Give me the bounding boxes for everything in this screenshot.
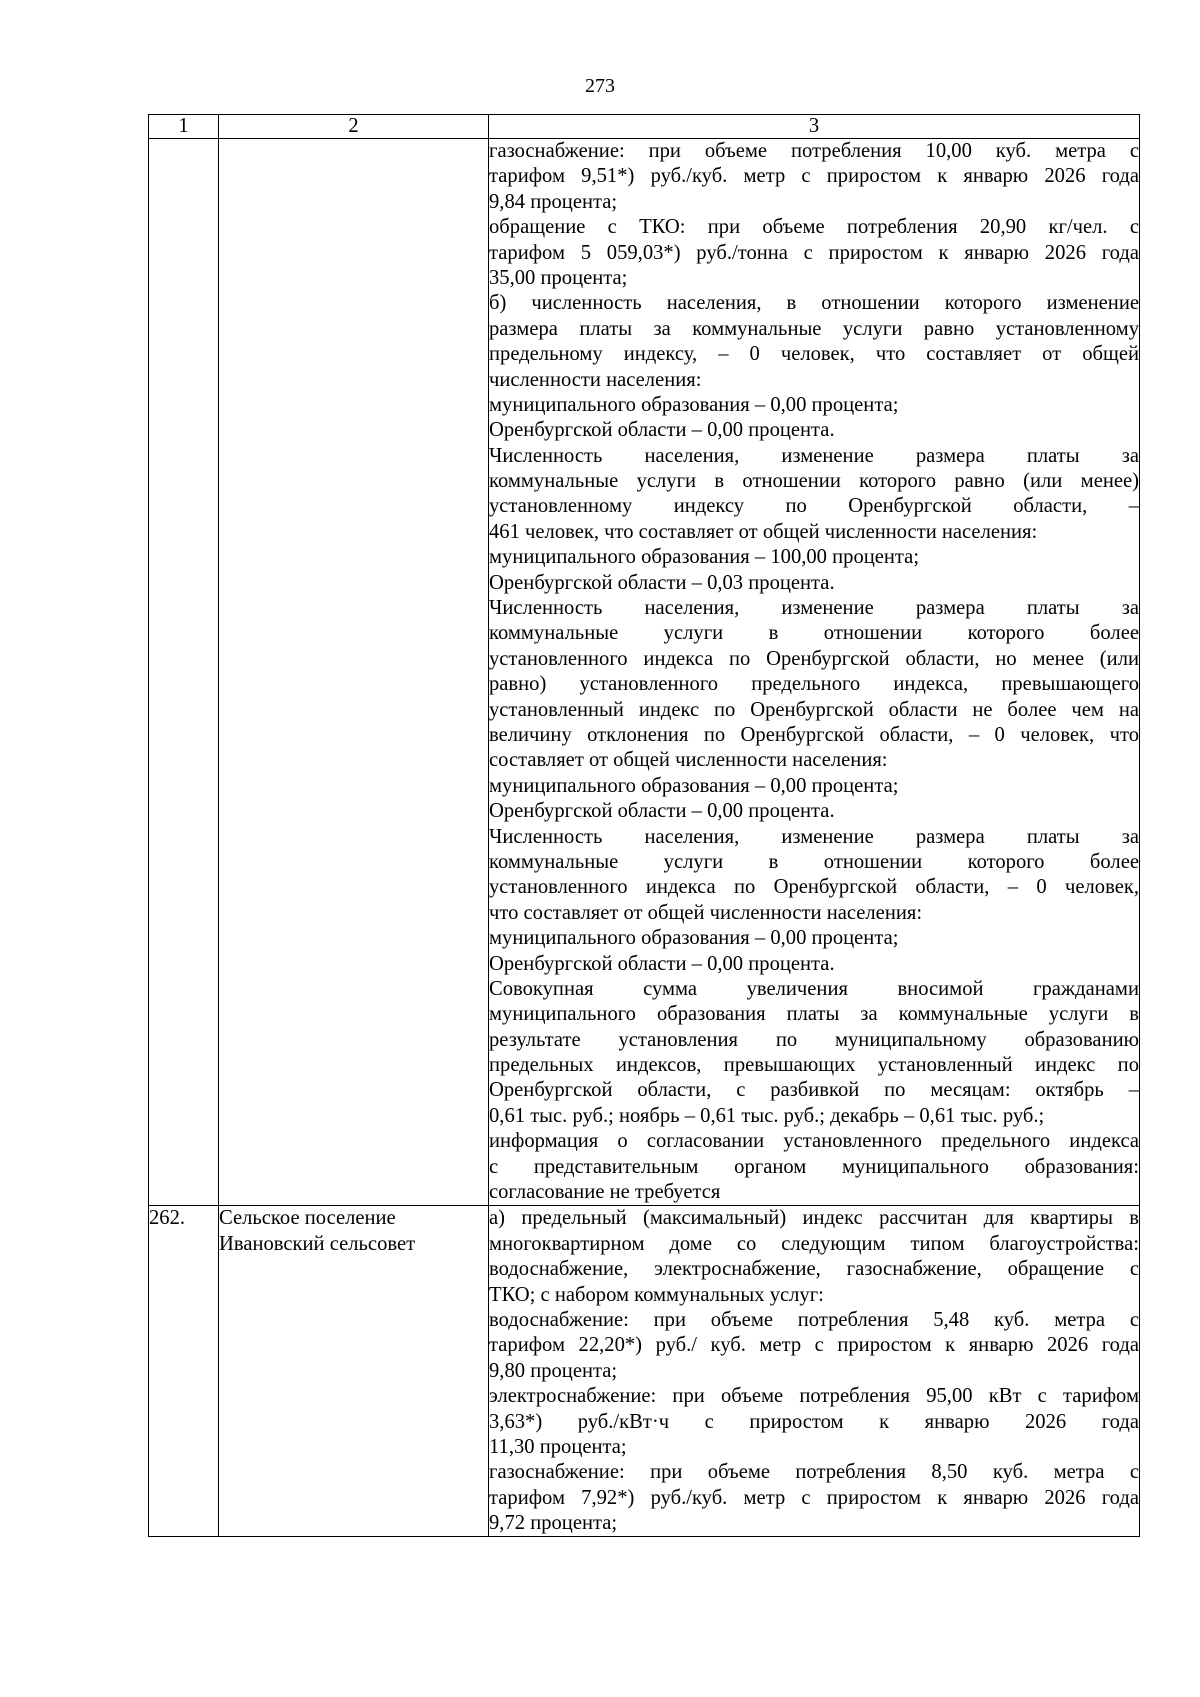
paragraph-line: Численность населения, изменение размера платы за — [489, 825, 1139, 848]
municipality-name-line: Сельское поселение — [219, 1207, 396, 1230]
description-paragraph — [489, 977, 1139, 1129]
paragraph-line: информация о согласовании установленного предельного индекса — [489, 1130, 1139, 1153]
paragraph-line: результате установления по муниципальному образованию — [489, 1028, 1139, 1051]
paragraph-line: коммунальные услуги в отношении которого более — [489, 622, 1139, 645]
paragraph-line: муниципального образования – 0,00 процента; — [489, 927, 899, 950]
paragraph-line: Совокупная сумма увеличения вносимой гражданами — [489, 977, 1139, 1000]
table-row — [149, 139, 1140, 1206]
paragraph-line: водоснабжение, электроснабжение, газоснабжение, обращение с — [489, 1258, 1139, 1281]
paragraph-line: тарифом 22,20*) руб./ куб. метр с приростом к январю 2026 года — [489, 1334, 1139, 1357]
paragraph-line: ТКО; с набором коммунальных услуг: — [489, 1283, 824, 1306]
description-paragraph — [489, 418, 1139, 443]
paragraph-line: муниципального образования – 0,00 процента; — [489, 774, 899, 797]
column-header-2: 2 — [219, 115, 489, 139]
paragraph-line: Оренбургской области – 0,00 процента. — [489, 952, 835, 975]
paragraph-line: тарифом 9,51*) руб./куб. метр с приростом к январю 2026 года — [489, 165, 1139, 188]
paragraph-line: размера платы за коммунальные услуги равно установленному — [489, 317, 1139, 340]
index-description — [489, 139, 1140, 1206]
table-header — [149, 115, 1140, 139]
paragraph-line: равно) установленного предельного индекса, превышающего — [489, 673, 1139, 696]
paragraph-line: коммунальные услуги в отношении которого более — [489, 850, 1139, 873]
paragraph-line: тарифом 7,92*) руб./куб. метр с приростом к январю 2026 года — [489, 1486, 1139, 1509]
paragraph-line: Численность населения, изменение размера платы за — [489, 444, 1139, 467]
paragraph-line: что составляет от общей численности населения: — [489, 901, 923, 924]
description-paragraph — [489, 1384, 1139, 1460]
municipality-name — [219, 1206, 489, 1537]
description-paragraph — [489, 571, 1139, 596]
description-paragraph — [489, 596, 1139, 774]
description-paragraph — [489, 393, 1139, 418]
paragraph-line: б) численность населения, в отношении которого изменение — [489, 292, 1139, 315]
table-body — [149, 139, 1140, 1537]
page-number: 273 — [585, 75, 615, 97]
municipality-name — [219, 139, 489, 1206]
description-paragraph — [489, 952, 1139, 977]
column-header-3: 3 — [489, 115, 1140, 139]
description-paragraph — [489, 799, 1139, 824]
paragraph-line: величину отклонения по Оренбургской области, – 0 человек, что — [489, 723, 1139, 746]
paragraph-line: муниципального образования – 0,00 процента; — [489, 393, 899, 416]
paragraph-line: муниципального образования – 100,00 процента; — [489, 546, 920, 569]
description-paragraph — [489, 215, 1139, 291]
paragraph-line: Оренбургской области – 0,00 процента. — [489, 800, 835, 823]
paragraph-line: 3,63*) руб./кВт·ч с приростом к январю 2026 года — [489, 1410, 1139, 1433]
paragraph-line: 461 человек, что составляет от общей численности населения: — [489, 520, 1038, 543]
description-paragraph — [489, 774, 1139, 799]
description-paragraph — [489, 825, 1139, 927]
municipality-name-line: Ивановский сельсовет — [219, 1232, 416, 1255]
description-paragraph — [489, 444, 1139, 546]
paragraph-line: 9,80 процента; — [489, 1359, 618, 1382]
description-paragraph — [489, 291, 1139, 393]
paragraph-line: установленного индекса по Оренбургской области, – 0 человек, — [489, 876, 1139, 899]
paragraph-line: согласование не требуется — [489, 1181, 721, 1204]
paragraph-line: 11,30 процента; — [489, 1435, 627, 1458]
paragraph-line: предельных индексов, превышающих установленный индекс по — [489, 1054, 1139, 1077]
description-paragraph — [489, 926, 1139, 951]
paragraph-line: газоснабжение: при объеме потребления 10,00 куб. метра с — [489, 140, 1139, 162]
paragraph-line: Оренбургской области, с разбивкой по месяцам: октябрь – — [489, 1079, 1139, 1102]
row-number: 262. — [149, 1206, 219, 1537]
paragraph-line: коммунальные услуги в отношении которого равно (или менее) — [489, 470, 1139, 493]
description-paragraph — [489, 1308, 1139, 1384]
paragraph-line: Оренбургской области – 0,03 процента. — [489, 571, 835, 594]
description-paragraph — [489, 1129, 1139, 1205]
paragraph-line: 0,61 тыс. руб.; ноябрь – 0,61 тыс. руб.; декабрь – 0,61 тыс. руб.; — [489, 1104, 1045, 1127]
row-number — [149, 139, 219, 1206]
paragraph-line: тарифом 5 059,03*) руб./тонна с приростом к январю 2026 года — [489, 241, 1139, 264]
paragraph-line: Оренбургской области – 0,00 процента. — [489, 419, 835, 442]
paragraph-line: установленный индекс по Оренбургской области не более чем на — [489, 698, 1139, 721]
paragraph-line: предельному индексу, – 0 человек, что составляет от общей — [489, 343, 1139, 366]
description-paragraph — [489, 139, 1139, 215]
paragraph-line: обращение с ТКО: при объеме потребления 20,90 кг/чел. с — [489, 216, 1139, 239]
paragraph-line: с представительным органом муниципального образования: — [489, 1155, 1139, 1178]
column-header-1: 1 — [149, 115, 219, 139]
paragraph-line: многоквартирном доме со следующим типом благоустройства: — [489, 1232, 1139, 1255]
paragraph-line: а) предельный (максимальный) индекс рассчитан для квартиры в — [489, 1207, 1139, 1230]
document-table — [148, 114, 1140, 1537]
paragraph-line: 9,72 процента; — [489, 1512, 618, 1535]
paragraph-line: газоснабжение: при объеме потребления 8,50 куб. метра с — [489, 1461, 1139, 1484]
paragraph-line: электроснабжение: при объеме потребления 95,00 кВт с тарифом — [489, 1385, 1139, 1408]
paragraph-line: численности населения: — [489, 368, 702, 391]
paragraph-line: 9,84 процента; — [489, 190, 618, 213]
paragraph-line: 35,00 процента; — [489, 266, 628, 289]
index-description — [489, 1206, 1140, 1537]
table-row — [149, 1206, 1140, 1537]
paragraph-line: составляет от общей численности населения: — [489, 749, 888, 772]
paragraph-line: установленного индекса по Оренбургской области, но менее (или — [489, 647, 1139, 670]
paragraph-line: водоснабжение: при объеме потребления 5,48 куб. метра с — [489, 1308, 1139, 1331]
description-paragraph — [489, 1460, 1139, 1536]
description-paragraph — [489, 545, 1139, 570]
paragraph-line: установленному индексу по Оренбургской области, – — [489, 495, 1139, 518]
paragraph-line: муниципального образования платы за коммунальные услуги в — [489, 1003, 1139, 1026]
paragraph-line: Численность населения, изменение размера платы за — [489, 597, 1139, 620]
description-paragraph — [489, 1206, 1139, 1308]
